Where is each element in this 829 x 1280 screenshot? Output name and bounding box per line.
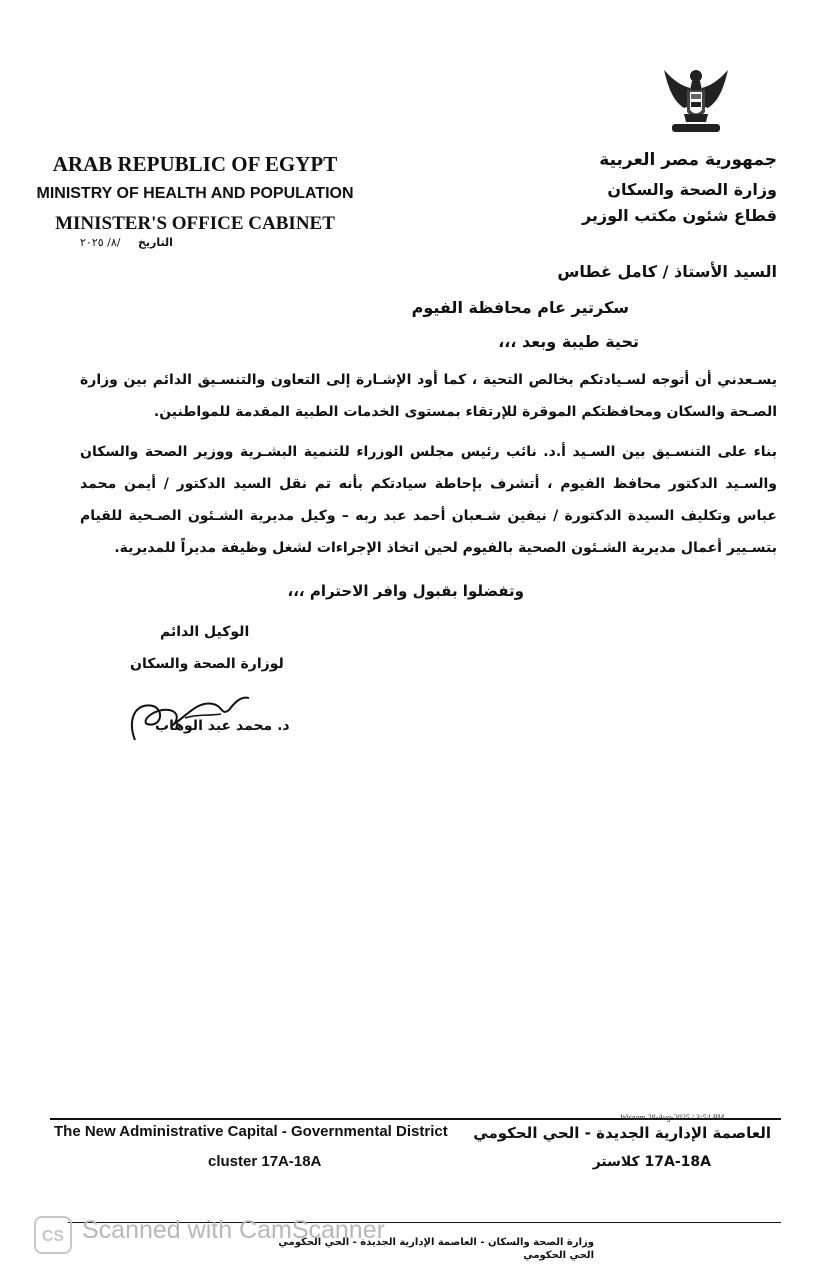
footer-address-ar: العاصمة الإدارية الجديدة - الحي الحكومي: [473, 1124, 771, 1142]
signatory-name: د. محمد عبد الوهاب: [155, 718, 290, 734]
date-label: التاريخ: [137, 236, 173, 249]
header-office-ar: قطاع شئون مكتب الوزير: [581, 206, 777, 225]
camscanner-logo-text: CS: [41, 1228, 65, 1245]
letter-closing: وتفضلوا بقبول وافر الاحترام ،،،: [287, 582, 524, 600]
footer-cluster-en: cluster 17A-18A: [208, 1153, 322, 1170]
letter-greeting: تحية طيبة وبعد ،،،: [498, 332, 639, 351]
footer-address-en: The New Administrative Capital - Governmental District: [54, 1123, 448, 1140]
letter-paragraph-2: بناء على التنسـيق بين السـيد أ.د. نائب رئيس مجلس الوزراء للتنمية البشـرية ووزير الصحة والسكان والسـيد الدكتور محافظ الفيوم ، أتشرف بإحاطة سيادتكم بأنه تم نقل السيد الدكتور / أيمن محمد عباس وتكليف السيدة الدكتورة / نيفين شـعبان أحمد عبد ربه – وكيل مديرية الشـئون الصـحية للقيام بتسـيير أعمال مديرية الشـئون الصحية بالفيوم لحين اتخاذ الإجراءات لشغل وظيفة مديراً للمديرية.: [80, 444, 777, 556]
bottom-address-line-2: الحي الحكومي: [523, 1250, 594, 1261]
signatory-title-line-1: الوكيل الدائم: [160, 624, 250, 640]
recipient-title: سكرتير عام محافظة الفيوم: [411, 298, 629, 317]
handwritten-signature: [125, 680, 265, 754]
letter-paragraph-1: يسـعدني أن أتوجه لسـيادتكم بخالص التحية ، كما أود الإشـارة إلى التعاون والتنسـيق الدائم بين وزارة الصـحة والسكان ومحافظتكم الموقرة للإرتقاء بمستوى الخدمات الطبية المقدمة للمواطنين.: [80, 372, 777, 420]
header-country-ar: جمهورية مصر العربية: [599, 150, 777, 170]
footer-cluster-ar: 17A-18A كلاستر: [592, 1154, 711, 1170]
header-ministry-en: MINISTRY OF HEALTH AND POPULATION: [36, 185, 354, 202]
header-country-en: ARAB REPUBLIC OF EGYPT: [52, 152, 338, 176]
bottom-address-line-1: وزارة الصحة والسكان - العاصمة الإدارية الجديدة - الحي الحكومي: [278, 1237, 594, 1248]
letter-salutation: السيد الأستاذ / كامل غطاس: [557, 262, 777, 281]
header-ministry-ar: وزارة الصحة والسكان: [607, 180, 777, 199]
camscanner-watermark: Scanned with CamScanner: [82, 1216, 385, 1244]
scan-stamp: Wisaam 28-Aug-2025 / 3:54 PM: [620, 1113, 724, 1122]
egypt-eagle-emblem: [662, 66, 730, 146]
date-value: /٨/ ٢٠٢٥: [80, 236, 121, 249]
camscanner-logo-icon: [34, 1216, 72, 1258]
header-office-en: MINISTER'S OFFICE CABINET: [55, 213, 335, 234]
signatory-title-line-2: لوزارة الصحة والسكان: [130, 656, 284, 672]
letter-date: [80, 236, 173, 249]
